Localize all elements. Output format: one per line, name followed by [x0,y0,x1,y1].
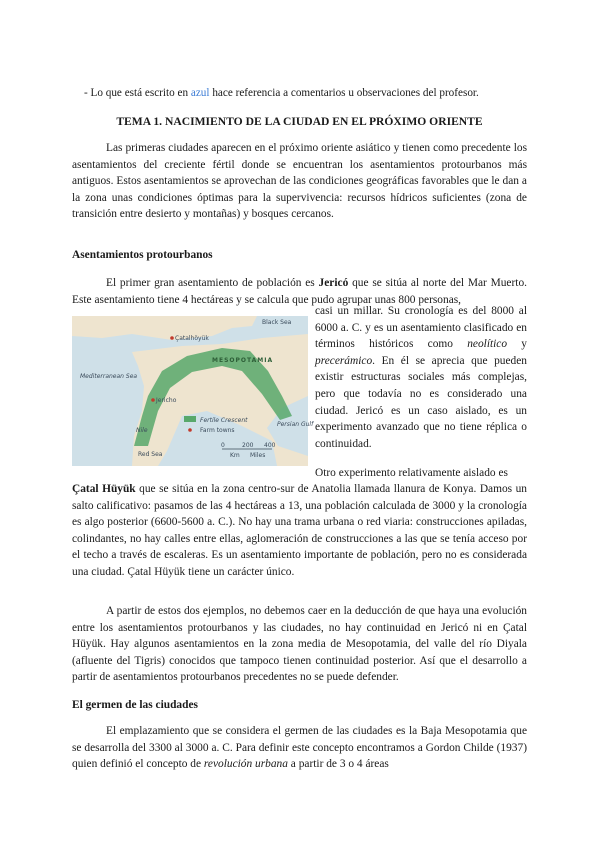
svg-text:400: 400 [264,442,276,449]
paragraph-continuidad: A partir de estos dos ejemplos, no debemos caer en la deducción de que haya una evolución entre los asentamientos protourbanos y las ciudades, no hay continuidad en Jericó ni en Çatal Hüyük. Hay algunos asentamientos en la zona media de Mesopotamia, del valle del río Diyala (afluente del Tigris) conocidos que tampoco tienen continuidad posterior. Así que el desarrollo a partir de asentamientos protourbanos precedentes no se puede defender. [72,605,527,684]
fertile-crescent-map [72,316,314,466]
paragraph-catal: Çatal Hüyük que se sitúa en la zona centro-sur de Anatolia llamada llanura de Konya. Damos un salto calificativo: pasamos de las 4 hectáreas a 13, una población calculada de 3000 y la cronología es algo posterior (6600-5600 a. C.). No hay una trama urbana o red viaria: construcciones apiladas, colindantes, no hay calles entre ellas, aglomeración de construcciones a las que se tenía acceso por el techo a través de escaleras. Es un asentamiento importante de población, pero no es considerada una ciudad. Çatal Hüyük tiene un carácter único. [72,483,528,578]
legend-crescent-label: Fertile Crescent [200,417,248,424]
legend-farm-label: Farm towns [200,427,235,434]
section-heading-protourbanos: Asentamientos protourbanos [72,249,213,261]
paragraph-germen: El emplazamiento que se considera el germen de las ciudades es la Baja Mesopotamia que se desarrolla del 3300 al 3000 a. C. Para definir este concepto encontramos a Gordon Childe (1937) quien definió el concepto de revolución urbana a partir de 3 o 4 áreas [72,725,527,771]
label-jericho: Jericho [156,397,177,404]
marker-jericho [151,398,155,402]
label-red-sea: Red Sea [138,451,163,458]
section-heading-germen: El germen de las ciudades [72,699,198,711]
paragraph-catal-lead: Otro experimento relativamente aislado es [315,467,508,479]
label-mediterranean: Mediterranean Sea [80,373,138,380]
blue-word: azul [190,87,210,99]
legend-crescent-swatch [184,416,196,422]
intro-paragraph: Las primeras ciudades aparecen en el próximo oriente asiático y tienen como precedente los asentamientos del creciente fértil donde se encuentran los asentamientos protourbanos más antiguos. Estos asentamientos se aprovechan de las condiciones geográficas favorables que le dan a la zona unas condiciones óptimas para la supervivencia: recursos hídricos suficientes (zona de transición entre desierto y montañas) y bosques cercanos. [72,142,527,221]
svg-text:Km: Km [230,452,240,459]
paragraph-jerico-wrap: casi un millar. Su cronología es del 8000 al 6000 a. C. y es un asentamiento clasificado en términos históricos como neolítico y precerámico. En él se aprecia que pueden existir estructuras sociales más complejas, pero que todavía no es considerado una ciudad. Jericó es un caso aislado, es un experimento avanzado que no tiene réplica o continuidad. [315,305,527,450]
page-title: TEMA 1. NACIMIENTO DE LA CIUDAD EN EL PRÓXIMO ORIENTE [116,115,483,128]
svg-text:Miles: Miles [250,452,266,459]
label-persian-gulf: Persian Gulf [277,421,314,428]
professor-note: - Lo que está escrito en azul hace referencia a comentarios u observaciones del profesor. [84,87,479,99]
marker-catal [170,336,174,340]
label-black-sea: Black Sea [262,319,292,326]
svg-text:200: 200 [242,442,254,449]
paragraph-jerico-intro: El primer gran asentamiento de población es Jericó que se sitúa al norte del Mar Muerto. Este asentamiento tiene 4 hectáreas y se calcula que pudo agrupar unas 800 personas, [72,277,527,306]
label-nile: Nile [136,427,148,434]
legend-farm-marker [188,428,192,432]
svg-text:0: 0 [221,442,225,449]
label-catal: Çatalhöyük [175,335,209,342]
label-mesopotamia: MESOPOTAMIA [212,357,274,364]
